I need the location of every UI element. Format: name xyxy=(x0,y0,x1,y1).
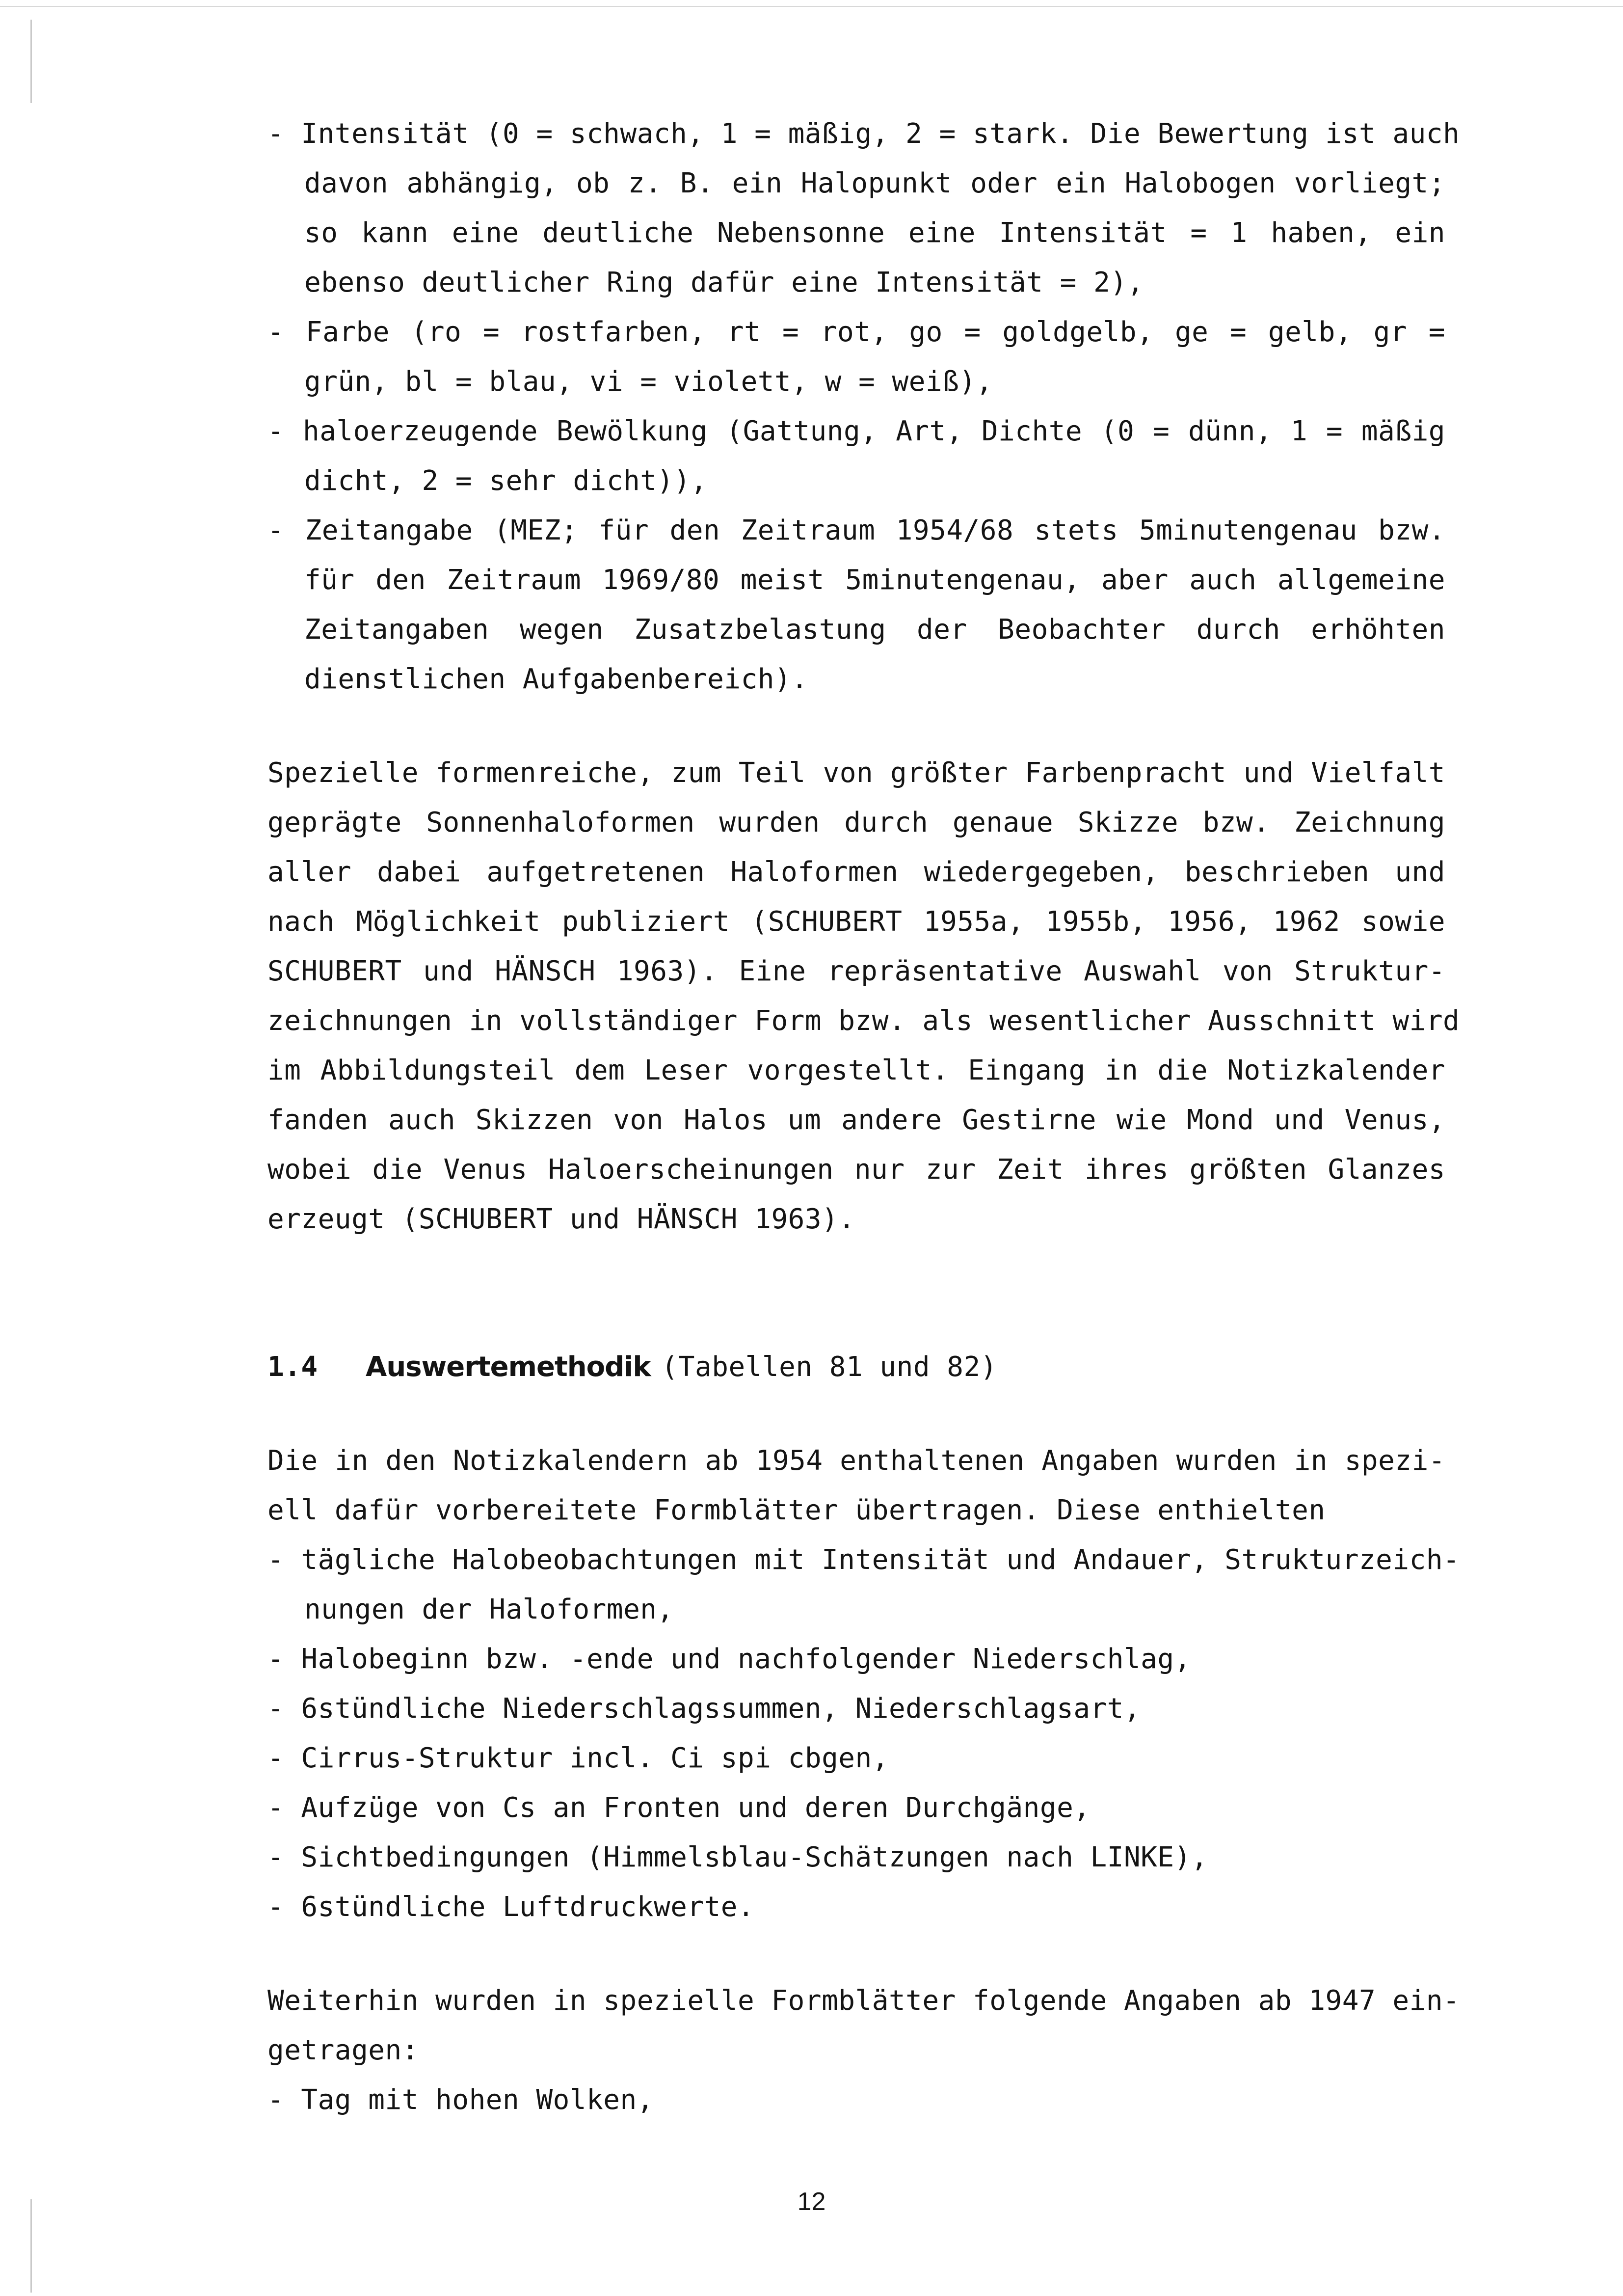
text-line: - Zeitangabe (MEZ; für den Zeitraum 1954/68 stets 5minutengenau bzw. xyxy=(267,514,1445,546)
text-line: dicht, 2 = sehr dicht)), xyxy=(304,465,708,497)
text-line: fanden auch Skizzen von Halos um andere Gestirne wie Mond und Venus, xyxy=(267,1104,1445,1136)
text-line: - Cirrus-Struktur incl. Ci spi cbgen, xyxy=(267,1742,889,1774)
section-heading xyxy=(267,1342,1445,1392)
text-line: - Tag mit hohen Wolken, xyxy=(267,2084,654,2116)
paragraph-forms xyxy=(267,1976,1460,2125)
text-line: - haloerzeugende Bewölkung (Gattung, Art, Dichte (0 = dünn, 1 = mäßig xyxy=(267,415,1445,447)
text-line: so kann eine deutliche Nebensonne eine Intensität = 1 haben, ein xyxy=(304,217,1445,249)
text-line: erzeugt (SCHUBERT und HÄNSCH 1963). xyxy=(267,1203,855,1235)
paragraph-method xyxy=(267,1436,1460,1932)
text-line: nungen der Haloformen, xyxy=(304,1594,674,1625)
text-line: - Aufzüge von Cs an Fronten und deren Durchgänge, xyxy=(267,1792,1091,1824)
text-line: - Intensität (0 = schwach, 1 = mäßig, 2 = stark. Die Bewertung ist auch xyxy=(267,118,1460,150)
section-subtitle: (Tabellen 81 und 82) xyxy=(661,1351,997,1383)
scan-top-edge xyxy=(0,6,1623,7)
text-line: davon abhängig, ob z. B. ein Halopunkt oder ein Halobogen vorliegt; xyxy=(304,167,1445,199)
text-line: im Abbildungsteil dem Leser vorgestellt. Eingang in die Notizkalender xyxy=(267,1054,1445,1086)
text-line: - Halobeginn bzw. -ende und nachfolgender Niederschlag, xyxy=(267,1643,1191,1675)
section-number: 1.4 xyxy=(267,1351,318,1383)
text-line: - Farbe (ro = rostfarben, rt = rot, go = goldgelb, ge = gelb, gr = xyxy=(267,316,1445,348)
section-title: Auswertemethodik xyxy=(366,1351,651,1383)
text-line: getragen: xyxy=(267,2034,419,2066)
paragraph-sketches xyxy=(267,748,1460,1244)
text-line: dienstlichen Aufgabenbereich). xyxy=(304,663,808,695)
text-line: Die in den Notizkalendern ab 1954 enthaltenen Angaben wurden in spezi- xyxy=(267,1445,1445,1477)
page-content xyxy=(267,109,1460,2125)
scan-left-edge-top xyxy=(30,20,32,103)
text-line: für den Zeitraum 1969/80 meist 5minutengenau, aber auch allgemeine xyxy=(304,564,1445,596)
text-line: nach Möglichkeit publiziert (SCHUBERT 1955a, 1955b, 1956, 1962 sowie xyxy=(267,906,1445,938)
text-line: aller dabei aufgetretenen Haloformen wiedergegeben, beschrieben und xyxy=(267,856,1445,888)
text-line: ell dafür vorbereitete Formblätter übertragen. Diese enthielten xyxy=(267,1494,1326,1526)
text-line: - 6stündliche Niederschlagssummen, Niederschlagsart, xyxy=(267,1693,1141,1725)
text-line: - 6stündliche Luftdruckwerte. xyxy=(267,1891,755,1923)
text-line: ebenso deutlicher Ring dafür eine Intensität = 2), xyxy=(304,267,1144,298)
criteria-list xyxy=(267,109,1460,704)
text-line: Weiterhin wurden in spezielle Formblätter folgende Angaben ab 1947 ein- xyxy=(267,1985,1460,2017)
text-line: Spezielle formenreiche, zum Teil von größter Farbenpracht und Vielfalt xyxy=(267,757,1445,789)
page-number: 12 xyxy=(797,2188,826,2216)
text-line: zeichnungen in vollständiger Form bzw. als wesentlicher Ausschnitt wird xyxy=(267,1005,1460,1037)
text-line: SCHUBERT und HÄNSCH 1963). Eine repräsentative Auswahl von Struktur- xyxy=(267,955,1445,987)
text-line: - Sichtbedingungen (Himmelsblau-Schätzungen nach LINKE), xyxy=(267,1841,1208,1873)
text-line: - tägliche Halobeobachtungen mit Intensität und Andauer, Strukturzeich- xyxy=(267,1544,1460,1576)
text-line: geprägte Sonnenhaloformen wurden durch genaue Skizze bzw. Zeichnung xyxy=(267,807,1445,838)
text-line: grün, bl = blau, vi = violett, w = weiß), xyxy=(304,366,993,398)
text-line: wobei die Venus Haloerscheinungen nur zur Zeit ihres größten Glanzes xyxy=(267,1154,1445,1186)
text-line: Zeitangaben wegen Zusatzbelastung der Beobachter durch erhöhten xyxy=(304,614,1445,646)
